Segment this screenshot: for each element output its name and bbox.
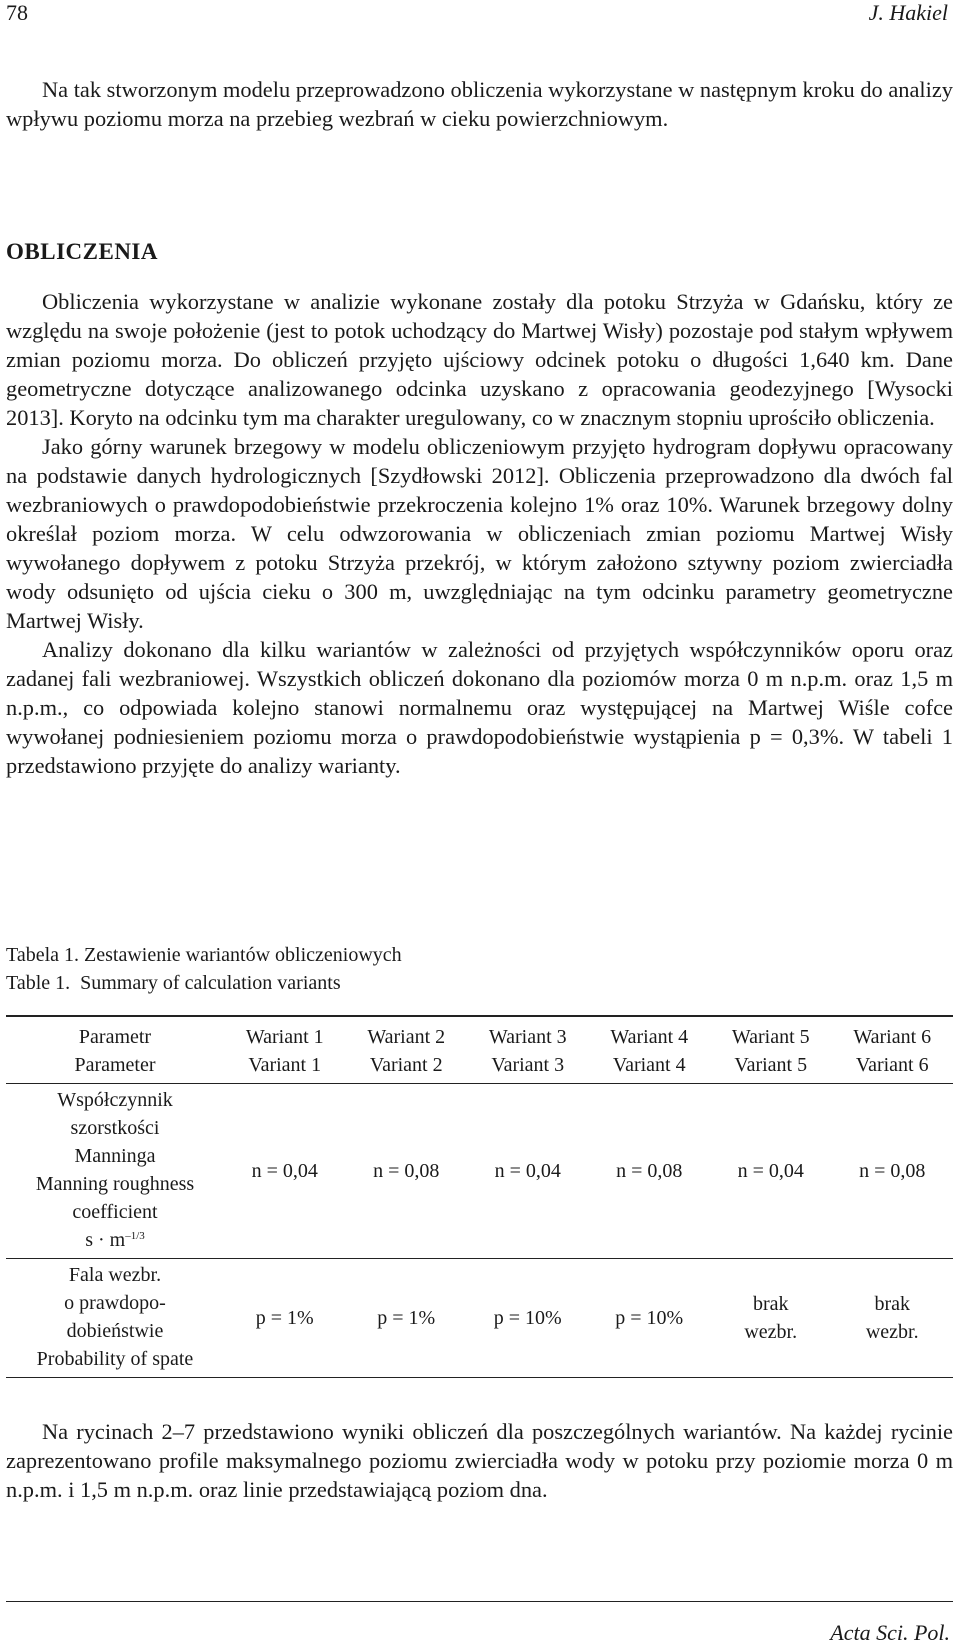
closing-paragraph: Na rycinach 2–7 przedstawiono wyniki obliczeń dla poszczególnych wariantów. Na każdej rycinie zaprezentowano profile maksymalnego poziomu zwierciadła wody w potoku przy poziomie morza 0 m n.p.m. i 1,5 m n.p.m. oraz linie przedstawiającą poziom dna. (6, 1419, 953, 1502)
body-paragraph: Analizy dokonano dla kilku wariantów w zależności od przyjętych współczynników oporu oraz zadanej fali wezbraniowej. Wszystkich obliczeń dokonano dla poziomów morza 0 m n.p.m. oraz 1,5 m n.p.m., co odpowiada kolejno stanowi normalnemu oraz występującej na Martwej Wiśle cofce wywołanej podniesieniem poziomu morza o prawdopodobieństwie wystąpienia p = 0,3%. W tabeli 1 przedstawiono przyjęte do analizy warianty. (6, 637, 953, 778)
variant-header-pl: Wariant 5 (731, 1026, 810, 1048)
row-label-line: Manninga (74, 1145, 156, 1167)
table-cell (346, 1259, 468, 1378)
row-label-unit (6, 1226, 224, 1254)
running-head-author: J. Hakiel (868, 0, 948, 25)
body-paragraph: Obliczenia wykorzystane w analizie wykonane zostały dla potoku Strzyża w Gdańsku, który ze względu na swoje położenie (jest to potok uchodzący do Martwej Wisły) pozostaje pod stałym wpływem zmian poziomu morza. Do obliczeń przyjęto ujściowy odcinek potoku o długości 1,640 km. Dane geometryczne dotyczące analizowanego odcinka uzyskano z opracowania geodezyjnego [Wysocki 2013]. Koryto na odcinku tym ma charakter uregulowany, co w znacznym stopniu uprościło obliczenia. (6, 289, 953, 430)
row-label-line: szorstkości (70, 1117, 160, 1139)
table-cell (224, 1259, 346, 1378)
table-cell: n = 0,08 (859, 1160, 926, 1182)
cell-text: p = 10% (493, 1307, 562, 1329)
variants-table (6, 1015, 953, 1378)
variant-header-pl: Wariant 2 (367, 1026, 446, 1048)
cell-text: p = 1% (255, 1307, 314, 1329)
variant-header-cell (224, 1016, 346, 1084)
body-paragraph: Jako górny warunek brzegowy w modelu obliczeniowym przyjęto hydrogram dopływu opracowany na podstawie danych hydrologicznych [Szydłowski 2012]. Obliczenia przeprowadzono dla dwóch fal wezbraniowych o prawdopodobieństwie przekroczenia kolejno 1% oraz 10%. Warunek brzegowy dolny określał poziom morza. W celu odwzorowania w obliczeniach zmian poziomu Martwej Wisły wywołanego dopływem z potoku Strzyża przekrój, w którym założono sztywny poziom zwierciadła wody odsunięto od ujścia cieku o 300 m, uwzględniając na tym odcinku parametry geometryczne Martwej Wisły. (6, 434, 953, 633)
cell-text: p = 1% (377, 1307, 436, 1329)
variant-header-en: Variant 4 (612, 1054, 686, 1076)
table-cell: n = 0,04 (494, 1160, 561, 1182)
row-label-line: coefficient (72, 1201, 158, 1223)
cell-text: wezbr. (744, 1321, 798, 1343)
variant-header-pl: Wariant 1 (245, 1026, 324, 1048)
variant-header-en: Variant 5 (734, 1054, 808, 1076)
cell-text: brak (874, 1293, 911, 1315)
row-label-roughness (6, 1084, 224, 1259)
variant-header-en: Variant 3 (491, 1054, 565, 1076)
page-number: 78 (6, 0, 28, 25)
table-cell (710, 1259, 832, 1378)
row-label-line: Współczynnik (57, 1089, 173, 1111)
body-text (6, 287, 953, 780)
table-caption-english: Table 1. Summary of calculation variants (6, 972, 341, 994)
table-row (6, 1084, 953, 1259)
table-cell (832, 1259, 954, 1378)
table-row (6, 1259, 953, 1378)
variant-header-cell (467, 1016, 589, 1084)
page-header (6, 0, 954, 28)
variant-header-pl: Wariant 3 (488, 1026, 567, 1048)
unit-exponent: –1/3 (125, 1230, 145, 1242)
row-label-line: Probability of spate (36, 1348, 194, 1370)
row-label-line: Fala wezbr. (68, 1264, 162, 1286)
variant-header-en: Variant 2 (369, 1054, 443, 1076)
table-cell (589, 1259, 711, 1378)
variant-header-pl: Wariant 4 (610, 1026, 689, 1048)
cell-text: p = 10% (615, 1307, 684, 1329)
row-label-line: Manning roughness (35, 1173, 195, 1195)
param-header-cell (6, 1016, 224, 1084)
intro-paragraph: Na tak stworzonym modelu przeprowadzono obliczenia wykorzystane w następnym kroku do analizy wpływu poziomu morza na przebieg wezbrań w cieku powierzchniowym. (6, 77, 953, 131)
row-label-line: dobieństwie (66, 1320, 164, 1342)
table-cell: n = 0,04 (251, 1160, 318, 1182)
table-cell: n = 0,08 (373, 1160, 440, 1182)
variant-header-cell (346, 1016, 468, 1084)
variant-header-cell (832, 1016, 954, 1084)
footer-journal-name: Acta Sci. Pol. (830, 1620, 950, 1645)
variant-header-cell (710, 1016, 832, 1084)
table-cell (467, 1259, 589, 1378)
param-header-en: Parameter (74, 1054, 156, 1076)
table-caption-polish: Tabela 1. Zestawienie wariantów obliczeniowych (6, 944, 402, 966)
row-label-probability (6, 1259, 224, 1378)
variant-header-pl: Wariant 6 (853, 1026, 932, 1048)
footer-divider (6, 1601, 953, 1602)
table-cell: n = 0,08 (616, 1160, 683, 1182)
table-cell: n = 0,04 (737, 1160, 804, 1182)
cell-text: wezbr. (865, 1321, 919, 1343)
variant-header-cell (589, 1016, 711, 1084)
variant-header-en: Variant 6 (855, 1054, 929, 1076)
cell-text: brak (752, 1293, 789, 1315)
table-header-row (6, 1016, 953, 1084)
row-label-line: o prawdopo- (64, 1292, 166, 1314)
variant-header-en: Variant 1 (248, 1054, 322, 1076)
param-header-pl: Parametr (78, 1026, 152, 1048)
unit-text: s · m (85, 1229, 126, 1251)
section-heading: OBLICZENIA (6, 239, 158, 264)
